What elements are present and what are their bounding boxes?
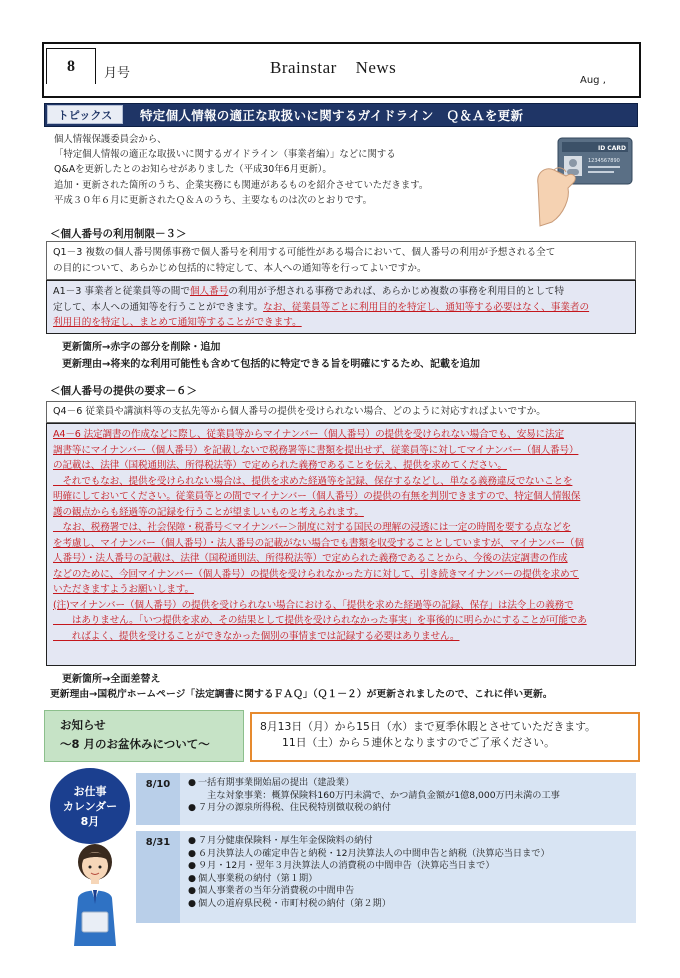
section2-answer-line: などのために、今回マイナンバー（個人番号）の提供を受けられなかった方に対して、引き続きマイナンバーの提供を求めて [53, 568, 579, 580]
issue-date: Aug , [580, 75, 606, 86]
calendar-item: 主な対象事業：概算保険料160万円未満で、かつ請負金額が1億8,000万円未満の工事 [198, 789, 560, 801]
section2-answer-line: 護の観点からも経過等の記録を行うことが望ましいものと考えられます。 [53, 506, 364, 518]
section1-question-line: Q1－3 複数の個人番号関係事務で個人番号を利用する可能性がある場合において、個人番号の利用が予想される全て [53, 247, 556, 258]
id-card-illustration [532, 132, 634, 230]
notice-line: 11日（土）から５連休となりますのでご了承ください。 [282, 736, 555, 749]
calendar-item: ● ６月決算法人の確定申告と納税・12月決算法人の中間申告と納税（決算応当日まで） [188, 847, 550, 859]
answer-red-text: なお、従業員等ごとに利用目的を特定し、通知等する必要はなく、事業者の [263, 301, 590, 313]
id-card-hand-icon [532, 132, 634, 230]
answer-red-text: 個人番号 [189, 286, 229, 297]
section1-answer-line [53, 300, 629, 316]
calendar-entry-list [180, 773, 636, 825]
header-frame-right [639, 42, 641, 98]
id-card-number-text: 1234567890 [588, 158, 620, 164]
header-bottom-rule [42, 96, 640, 98]
section1-update-location: 更新箇所→赤字の部分を削除・追加 [62, 342, 221, 353]
section2-question-box [46, 401, 636, 423]
section1-question-box [46, 241, 636, 280]
section1-heading: ＜個人番号の利用制限－３＞ [50, 228, 187, 240]
section2-answer-line: 人番号）・法人番号の記載は、法律（国税通則法、所得税法等）で定められた義務であることから、今後の法定調書の作成 [53, 553, 568, 564]
office-worker-icon [60, 840, 130, 950]
answer-text: の利用が予想される事務であれば、あらかじめ複数の事務を利用目的として特 [228, 286, 565, 297]
calendar-date: 8/10 [136, 773, 180, 825]
month-number-box [46, 48, 96, 84]
section2-answer-line: を考慮し、マイナンバー（個人番号）・法人番号の記載がない場合でも書類を収受することとしていますが、マイナンバー（個 [53, 537, 584, 549]
calendar-item: ● 個人事業税の納付（第１期） [188, 872, 318, 884]
id-card-header-text: ID CARD [598, 145, 626, 152]
header-frame-left [42, 42, 44, 98]
section1-answer-box [46, 280, 636, 334]
calendar-badge-line: カレンダー [62, 799, 118, 813]
topics-title: 特定個人情報の適正な取扱いに関するガイドライン Ｑ＆Ａを更新 [140, 108, 524, 123]
notice-message-box [250, 712, 640, 762]
calendar-entry-list [180, 831, 636, 923]
month-number: 8 [67, 57, 75, 75]
calendar-item: ● ７月分の源泉所得税、住民税特別徴収税の納付 [188, 802, 391, 814]
intro-line: Q&Aを更新したとのお知らせがありました（平成30年6月更新）。 [54, 164, 332, 176]
section2-question-line: Q4－6 従業員や講演料等の支払先等から個人番号の提供を受けられない場合、どのように対応すればよいですか。 [53, 406, 546, 417]
calendar-item: ● 個人の道府県民税・市町村税の納付（第２期） [188, 897, 391, 909]
section2-answer-line: 明確にしておいてください。従業員等との間でマイナンバー（個人番号）の提供の有無を判別できますので、特定個人情報保 [53, 491, 581, 502]
answer-red-text: 利用目的を特定し、まとめて通知等することができます。 [53, 317, 302, 328]
answer-text: 定して、本人への通知等を行うことができます。 [53, 301, 264, 313]
calendar-date: 8/31 [136, 831, 180, 923]
section2-answer-line: はありません。「いつ提供を求め、その結果として提供を受けられなかった事実」を事後的に明らかにすることが可能であ [53, 615, 587, 626]
notice-title: ～8 月のお盆休みについて～ [60, 737, 210, 751]
section2-answer-line: 調書等にマイナンバー（個人番号）を記載しないで税務署等に書類を提出せず、従業員等に対してマイナンバー（個人番号） [53, 444, 579, 456]
calendar-badge-line: お仕事 [73, 784, 107, 798]
section1-answer-line [53, 284, 629, 300]
month-label: 月号 [104, 66, 131, 81]
calendar-badge-line: 8月 [80, 814, 100, 828]
notice-line: 8月13日（月）から15日（水）まで夏季休暇とさせていただきます。 [260, 720, 596, 733]
section2-answer-box [46, 423, 636, 666]
topics-tag: トピックス [47, 105, 123, 124]
intro-line: 平成３０年６月に更新されたＱ＆Ａのうち、主要なものは次のとおりです。 [54, 194, 373, 206]
calendar-badge [50, 768, 130, 844]
intro-line: 個人情報保護委員会から、 [54, 134, 167, 145]
section2-answer-line: なお、税務署では、社会保障・税番号＜マイナンバー＞制度に対する国民の理解の浸透には一定の時間を要する点などを [53, 522, 572, 533]
section2-answer-line: いただきますようお願いします。 [53, 584, 194, 595]
section2-heading: ＜個人番号の提供の要求－６＞ [50, 385, 197, 397]
section1-answer-line [53, 315, 629, 331]
section2-answer-line: A4－6 法定調書の作成などに際し、従業員等からマイナンバー（個人番号）の提供を受けられない場合でも、安易に法定 [53, 429, 564, 440]
section2-update-location: 更新箇所→全面差替え [62, 674, 161, 685]
calendar-item: ● ７月分健康保険料・厚生年金保険料の納付 [188, 835, 373, 846]
intro-line: 「特定個人情報の適正な取扱いに関するガイドライン（事業者編）」などに関する [54, 149, 396, 161]
section2-answer-line: (注)マイナンバー（個人番号）の提供を受けられない場合における、「提供を求めた経過等の記録、保存」は法令上の義務で [53, 599, 574, 611]
section2-answer-line: それでもなお、提供を受けられない場合は、提供を求めた経過等を記録、保存するなどし、単なる義務違反でないことを [53, 475, 573, 487]
calendar-item: ● 個人事業者の当年分消費税の中間申告 [188, 885, 355, 897]
section1-update-reason: 更新理由→将来的な利用可能性も含めて包括的に特定できる旨を明確にするため、記載を追加 [62, 359, 480, 370]
calendar-item: ● 一括有期事業開始届の提出（建設業） [188, 777, 355, 788]
intro-line: 追加・更新された箇所のうち、企業実務にも関連があるものを紹介させていただきます。 [54, 179, 429, 191]
section1-question-line: の目的について、あらかじめ包括的に特定して、本人への通知等を行ってよいですか。 [53, 262, 427, 274]
notice-heading [60, 716, 210, 754]
office-worker-illustration [60, 840, 130, 950]
answer-text: A1－3 事業者と従業員等の間で [53, 286, 190, 297]
masthead-title: Brainstar News [270, 58, 397, 77]
calendar-item: ● ９月・12月・翌年３月決算法人の消費税の中間申告（決算応当日まで） [188, 860, 495, 872]
section2-answer-line: ればよく、提供を受けることができなかった個別の事情までは記録する必要はありません。 [53, 630, 460, 642]
header-top-rule [42, 42, 640, 44]
section2-update-reason: 更新理由→国税庁ホームページ「法定調書に関するＦＡＱ」（Ｑ１－２）が更新されましたので、これに伴い更新。 [50, 689, 553, 700]
notice-label: お知らせ [60, 718, 106, 732]
intro-text [54, 132, 428, 208]
section2-answer-line: の記載は、法律（国税通則法、所得税法等）で定められた義務であることを伝え、提供を求めてください。 [53, 460, 507, 471]
